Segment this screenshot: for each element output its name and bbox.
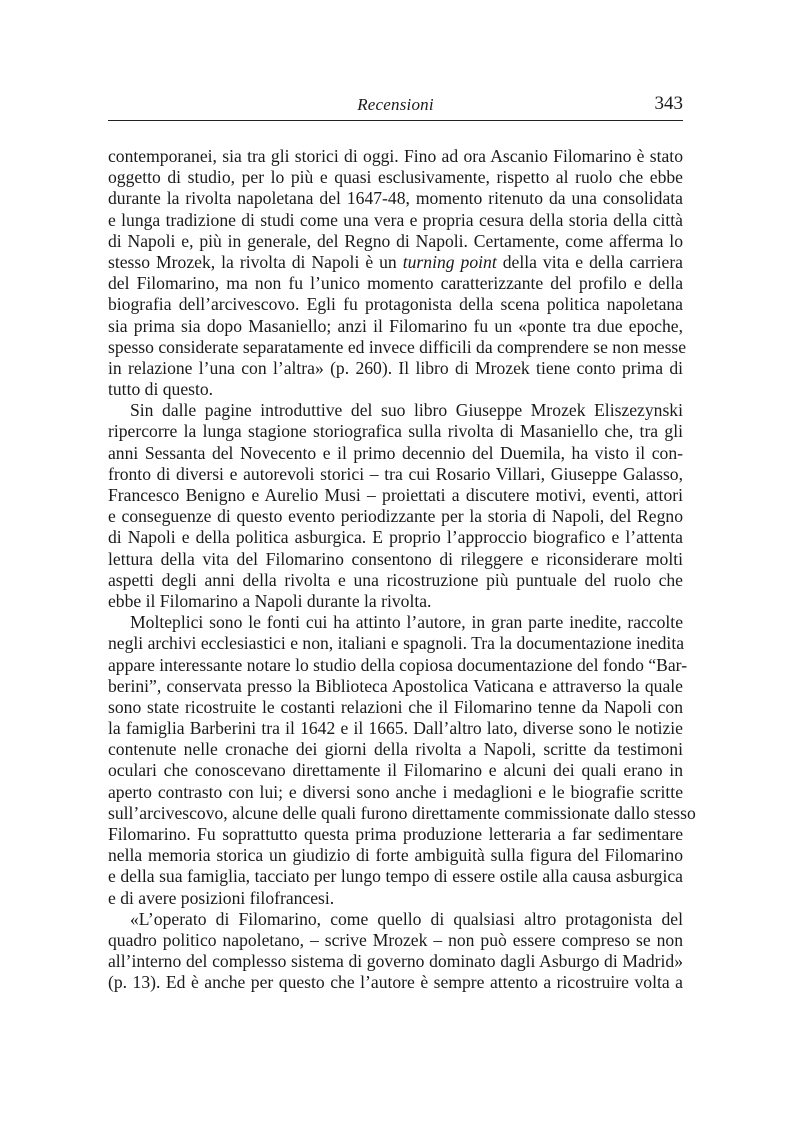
text-line: sono state ricostruite le costanti relazioni che il Filomarino tenne da Napoli con [108, 696, 683, 717]
text-line: ebbe il Filomarino a Napoli durante la rivolta. [108, 590, 432, 611]
text-line: contenute nelle cronache dei giorni della rivolta a Napoli, scritte da testimoni [108, 739, 683, 760]
text-line: e di avere posizioni filofrancesi. [108, 887, 335, 908]
text-line: Francesco Benigno e Aurelio Musi – proiettati a discutere motivi, eventi, attori [108, 485, 683, 505]
text-segment: della vita e della carriera [496, 251, 683, 272]
review-body [108, 146, 696, 994]
text-line: la famiglia Barberini tra il 1642 e il 1665. Dall’altro lato, diverse sono le notizie [108, 718, 683, 739]
text-line: fronto di diversi e autorevoli storici – tra cui Rosario Villari, Giuseppe Galasso, [108, 463, 683, 484]
text-line: di Napoli e della politica asburgica. E proprio l’approccio biografico e l’attenta [108, 527, 683, 548]
text-line: sia prima sia dopo Masaniello; anzi il Filomarino fu un «ponte tra due epoche, [108, 315, 683, 336]
text-line: Sin dalle pagine introduttive del suo libro Giuseppe Mrozek Eliszezynski [130, 400, 683, 421]
text-line: in relazione l’una con l’altra» (p. 260). Il libro di Mrozek tiene conto prima di [108, 357, 683, 378]
text-line: oculari che conoscevano direttamente il Filomarino e alcuni dei quali erano in [108, 760, 683, 781]
text-line: oggetto di studio, per lo più e quasi esclusivamente, rispetto al ruolo che ebbe [108, 167, 683, 188]
text-segment: stesso Mrozek, la rivolta di Napoli è un [108, 251, 403, 272]
text-line: tutto di questo. [108, 379, 214, 400]
text-line: ripercorre la lunga stagione storiografica sulla rivolta di Masaniello che, tra gli [108, 421, 683, 442]
paragraph [108, 400, 683, 612]
text-line: (p. 13). Ed è anche per questo che l’autore è sempre attento a ricostruire volta a [108, 972, 683, 993]
text-line: e della sua famiglia, tacciato per lungo tempo di essere ostile alla causa asburgica [108, 866, 683, 887]
text-line: «L’operato di Filomarino, come quello di qualsiasi altro protagonista del [130, 908, 683, 929]
text-line: contemporanei, sia tra gli storici di oggi. Fino ad ora Ascanio Filomarino è stato [108, 146, 683, 166]
text-line: e conseguenze di questo evento periodizzante per la storia di Napoli, del Regno [108, 506, 683, 527]
text-line: Filomarino. Fu soprattutto questa prima produzione letteraria a far sedimentare [108, 824, 683, 844]
page-number: 343 [654, 93, 683, 114]
italic-term: turning point [402, 251, 497, 272]
text-line: aperto contrasto con lui; e diversi sono anche i medaglioni e le biografie scritte [108, 781, 683, 802]
text-line: Molteplici sono le fonti cui ha attinto l’autore, in gran parte inedite, raccolte [130, 612, 683, 633]
text-line: berini”, conservata presso la Biblioteca Apostolica Vaticana e attraverso la quale [108, 675, 683, 696]
text-line: e lunga tradizione di studi come una vera e propria cesura della storia della città [108, 209, 683, 230]
text-line: aspetti degli anni della rivolta e una ricostruzione più puntuale del ruolo che [108, 569, 683, 590]
paragraph [108, 909, 683, 994]
paragraph [108, 146, 687, 400]
text-line: durante la rivolta napoletana del 1647-48, momento ritenuto da una consolidata [108, 188, 683, 209]
text-line: sull’arcivescovo, alcune delle quali furono direttamente commissionate dallo stesso [108, 802, 696, 823]
text-line: anni Sessanta del Novecento e il primo decennio del Duemila, ha visto il con- [108, 442, 683, 463]
text-line: biografia dell’arcivescovo. Egli fu protagonista della scena politica napoletana [108, 294, 683, 315]
text-line [108, 252, 683, 273]
text-line: appare interessante notare lo studio della copiosa documentazione del fondo “Bar- [108, 654, 688, 675]
text-line: nella memoria storica un giudizio di forte ambiguità sulla figura del Filomarino [108, 845, 683, 866]
paragraph [108, 612, 696, 909]
text-line: lettura della vita del Filomarino consentono di rileggere e riconsiderare molti [108, 548, 683, 569]
text-line: del Filomarino, ma non fu l’unico momento caratterizzante del profilo e della [108, 273, 683, 294]
text-line: all’interno del complesso sistema di governo dominato dagli Asburgo di Madrid» [108, 951, 683, 972]
text-line: spesso considerate separatamente ed invece difficili da comprendere se non messe [108, 336, 687, 357]
text-line: quadro politico napoletano, – scrive Mrozek – non può essere compreso se non [108, 929, 683, 950]
page-header [108, 92, 683, 121]
text-line: negli archivi ecclesiastici e non, italiani e spagnoli. Tra la documentazione inedita [108, 633, 685, 654]
running-title: Recensioni [357, 95, 434, 114]
text-line: di Napoli e, più in generale, del Regno di Napoli. Certamente, come afferma lo [108, 230, 683, 251]
